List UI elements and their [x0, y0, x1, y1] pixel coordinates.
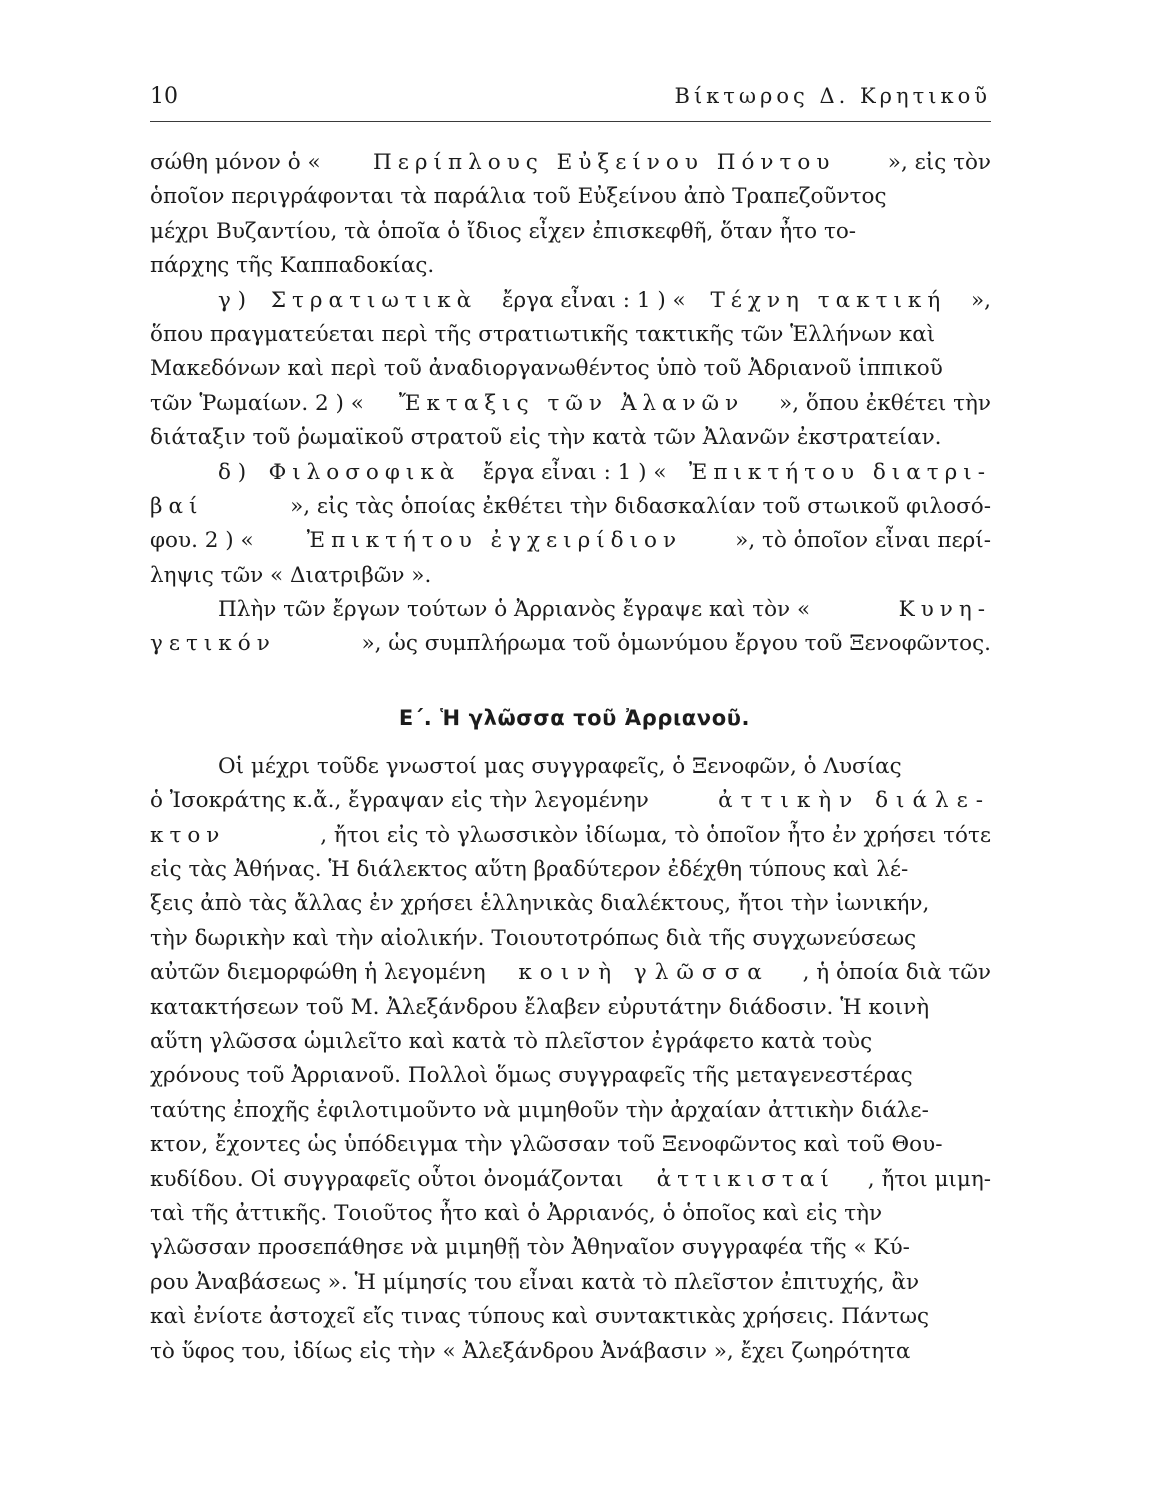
text-run: »,	[970, 287, 991, 313]
text-run: αὕτη γλῶσσα ὡμιλεῖτο καὶ κατὰ τὸ πλεῖστον ἐγράφετο κατὰ τοὺς	[150, 1028, 873, 1054]
spaced-title: Ἔκταξις τῶν Ἀλανῶν	[398, 390, 745, 416]
text-line	[150, 387, 991, 421]
spaced-title: Κυνη-	[898, 597, 991, 623]
text-run: γ )	[218, 287, 247, 313]
text-line	[150, 1128, 991, 1162]
text-line	[150, 922, 991, 956]
text-run: αὐτῶν διεμορφώθη ἡ λεγομένη	[150, 960, 486, 986]
text-line	[150, 1163, 991, 1197]
text-run: γλῶσσαν προσεπάθησε νὰ μιμηθῇ τὸν Ἀθηναῖον συγγραφέα τῆς « Κύ-	[150, 1235, 910, 1261]
text-run: , ἡ ὁποία διὰ τῶν	[802, 960, 991, 986]
text-run: ταὶ τῆς ἀττικῆς. Τοιοῦτος ἦτο καὶ ὁ Ἀρριανός, ὁ ὁποῖος καὶ εἰς τὴν	[150, 1200, 883, 1226]
text-run: κυδίδου. Οἱ συγγραφεῖς οὗτοι ὀνομάζονται	[150, 1166, 624, 1192]
page-number: 10	[150, 84, 178, 109]
text-run: χρόνους τοῦ Ἀρριανοῦ. Πολλοὶ ὅμως συγγραφεῖς τῆς μεταγενεστέρας	[150, 1063, 913, 1089]
text-line	[150, 180, 991, 214]
text-line	[150, 1094, 991, 1128]
text-line	[150, 421, 991, 455]
text-line	[150, 887, 991, 921]
spaced-term: κοινὴ γλῶσσα	[518, 960, 770, 986]
text-run: ληψις τῶν « Διατριβῶν ».	[150, 562, 432, 588]
text-line	[150, 1266, 991, 1300]
text-run: τὴν δωρικὴν καὶ τὴν αἰολικήν. Τοιουτοτρόπως διὰ τῆς συγχωνεύσεως	[150, 925, 917, 951]
text-line	[150, 991, 991, 1025]
text-run: », ὅπου ἐκθέτει τὴν	[779, 390, 991, 416]
text-run: », τὸ ὁποῖον εἶναι περί-	[735, 528, 991, 554]
text-run: κτον, ἔχοντες ὡς ὑπόδειγμα τὴν γλῶσσαν τοῦ Ξενοφῶντος καὶ τοῦ Θου-	[150, 1132, 943, 1158]
text-line	[150, 819, 991, 853]
text-run: », εἰς τὰς ὁποίας ἐκθέτει τὴν διδασκαλίαν τοῦ στωικοῦ φιλοσό-	[290, 493, 991, 519]
spaced-title: Τέχνη τακτική	[710, 287, 947, 313]
section-heading	[150, 686, 991, 750]
text-line	[150, 1197, 991, 1231]
text-run: εἰς τὰς Ἀθήνας. Ἡ διάλεκτος αὕτη βραδύτερον ἐδέχθη τύπους καὶ λέ-	[150, 857, 909, 883]
spaced-title: Ἐπικτήτου διατρι-	[689, 459, 991, 485]
text-line	[150, 284, 991, 318]
text-run: πάρχης τῆς Καππαδοκίας.	[150, 253, 435, 279]
text-run: διάταξιν τοῦ ῥωμαϊκοῦ στρατοῦ εἰς τὴν κατὰ τῶν Ἀλανῶν ἐκστρατείαν.	[150, 425, 942, 451]
text-run: καὶ ἐνίοτε ἀστοχεῖ εἴς τινας τύπους καὶ συντακτικὰς χρήσεις. Πάντως	[150, 1304, 930, 1330]
text-run: Πλὴν τῶν ἔργων τούτων ὁ Ἀρριανὸς ἔγραψε καὶ τὸν «	[218, 597, 811, 623]
text-run: ὁποῖον περιγράφονται τὰ παράλια τοῦ Εὐξείνου ἀπὸ Τραπεζοῦντος	[150, 184, 887, 210]
spaced-title: β	[150, 493, 169, 519]
text-run: ἔργα εἶναι : 1 ) «	[482, 459, 667, 485]
text-run: σώθη μόνον ὁ «	[150, 150, 321, 175]
text-line	[150, 1025, 991, 1059]
text-run: μέχρι Βυζαντίου, τὰ ὁποῖα ὁ ἴδιος εἶχεν ἐπισκεφθῆ, ὅταν ἦτο το-	[150, 218, 857, 244]
spaced-term: ἀττικὴν διάλε-	[718, 788, 991, 814]
running-title: Βίκτωρος Δ. Κρητικοῦ	[674, 84, 991, 108]
text-run: δ )	[218, 459, 247, 485]
text-line	[150, 1335, 991, 1369]
spaced-term: Στρατιωτικὰ	[270, 287, 478, 313]
text-run: ἔργα εἶναι : 1 ) «	[501, 287, 686, 313]
text-run: », εἰς τὸν	[887, 150, 991, 175]
text-line	[150, 593, 991, 627]
spaced-title: Ἐπικτήτου ἐγχειρίδιον	[306, 528, 683, 554]
text-line	[150, 627, 991, 661]
text-run: , ἤτοι μιμη-	[867, 1166, 991, 1192]
text-line	[150, 456, 991, 490]
text-run: ξεις ἀπὸ τὰς ἄλλας ἐν χρήσει ἑλληνικὰς διαλέκτους, ἤτοι τὴν ἰωνικήν,	[150, 891, 930, 917]
text-run: τὸ ὕφος του, ἰδίως εἰς τὴν « Ἀλεξάνδρου Ἀνάβασιν », ἔχει ζωηρότητα	[150, 1338, 911, 1364]
section-heading-text: Ε΄. Ἡ γλῶσσα τοῦ Ἀρριανοῦ.	[398, 705, 751, 730]
text-run: ὅπου πραγματεύεται περὶ τῆς στρατιωτικῆς τακτικῆς τῶν Ἑλλήνων καὶ	[150, 321, 936, 347]
text-line	[150, 784, 991, 818]
text-line	[150, 1059, 991, 1093]
text-run: φου. 2 ) «	[150, 528, 254, 554]
text-line	[150, 1300, 991, 1334]
text-line	[150, 524, 991, 558]
spaced-term: κτον	[150, 822, 226, 848]
page-body	[150, 146, 991, 1369]
text-line	[150, 352, 991, 386]
spaced-title: Περίπλους Εὐξείνου Πόντου	[373, 150, 836, 175]
text-run: Οἱ μέχρι τοῦδε γνωστοί μας συγγραφεῖς, ὁ Ξενοφῶν, ὁ Λυσίας	[218, 753, 902, 779]
text-line	[150, 249, 991, 283]
text-line	[150, 956, 991, 990]
running-header	[150, 84, 991, 118]
text-line	[150, 853, 991, 887]
text-run: Μακεδόνων καὶ περὶ τοῦ ἀναδιοργανωθέντος ὑπὸ τοῦ Ἀδριανοῦ ἱππικοῦ	[150, 356, 943, 382]
text-line	[150, 146, 991, 180]
text-run: ταύτης ἐποχῆς ἐφιλοτιμοῦντο νὰ μιμηθοῦν τὴν ἀρχαίαν ἀττικὴν διάλε-	[150, 1097, 929, 1123]
header-rule	[150, 121, 991, 122]
spaced-term: Φιλοσοφικὰ	[268, 459, 461, 485]
text-line	[150, 750, 991, 784]
text-run: , ἤτοι εἰς τὸ γλωσσικὸν ἰδίωμα, τὸ ὁποῖον ἦτο ἐν χρήσει τότε	[320, 822, 991, 848]
spaced-title: αί	[168, 493, 204, 519]
text-line	[150, 1231, 991, 1265]
text-run: », ὡς συμπλήρωμα τοῦ ὁμωνύμου ἔργου τοῦ Ξενοφῶντος.	[361, 631, 991, 657]
spaced-title: γετικόν	[150, 631, 276, 657]
text-run: ρου Ἀναβάσεως ». Ἡ μίμησίς του εἶναι κατὰ τὸ πλεῖστον ἐπιτυχής, ἂν	[150, 1269, 920, 1295]
text-line	[150, 318, 991, 352]
spaced-term: ἀττικισταί	[656, 1166, 835, 1192]
text-line	[150, 215, 991, 249]
text-run: τῶν Ῥωμαίων. 2 ) «	[150, 390, 364, 416]
text-run: ὁ Ἰσοκράτης κ.ἄ., ἔγραψαν εἰς τὴν λεγομένην	[150, 788, 649, 814]
text-run: κατακτήσεων τοῦ Μ. Ἀλεξάνδρου ἔλαβεν εὐρυτάτην διάδοσιν. Ἡ κοινὴ	[150, 994, 930, 1020]
text-line	[150, 559, 991, 593]
text-line	[150, 490, 991, 524]
